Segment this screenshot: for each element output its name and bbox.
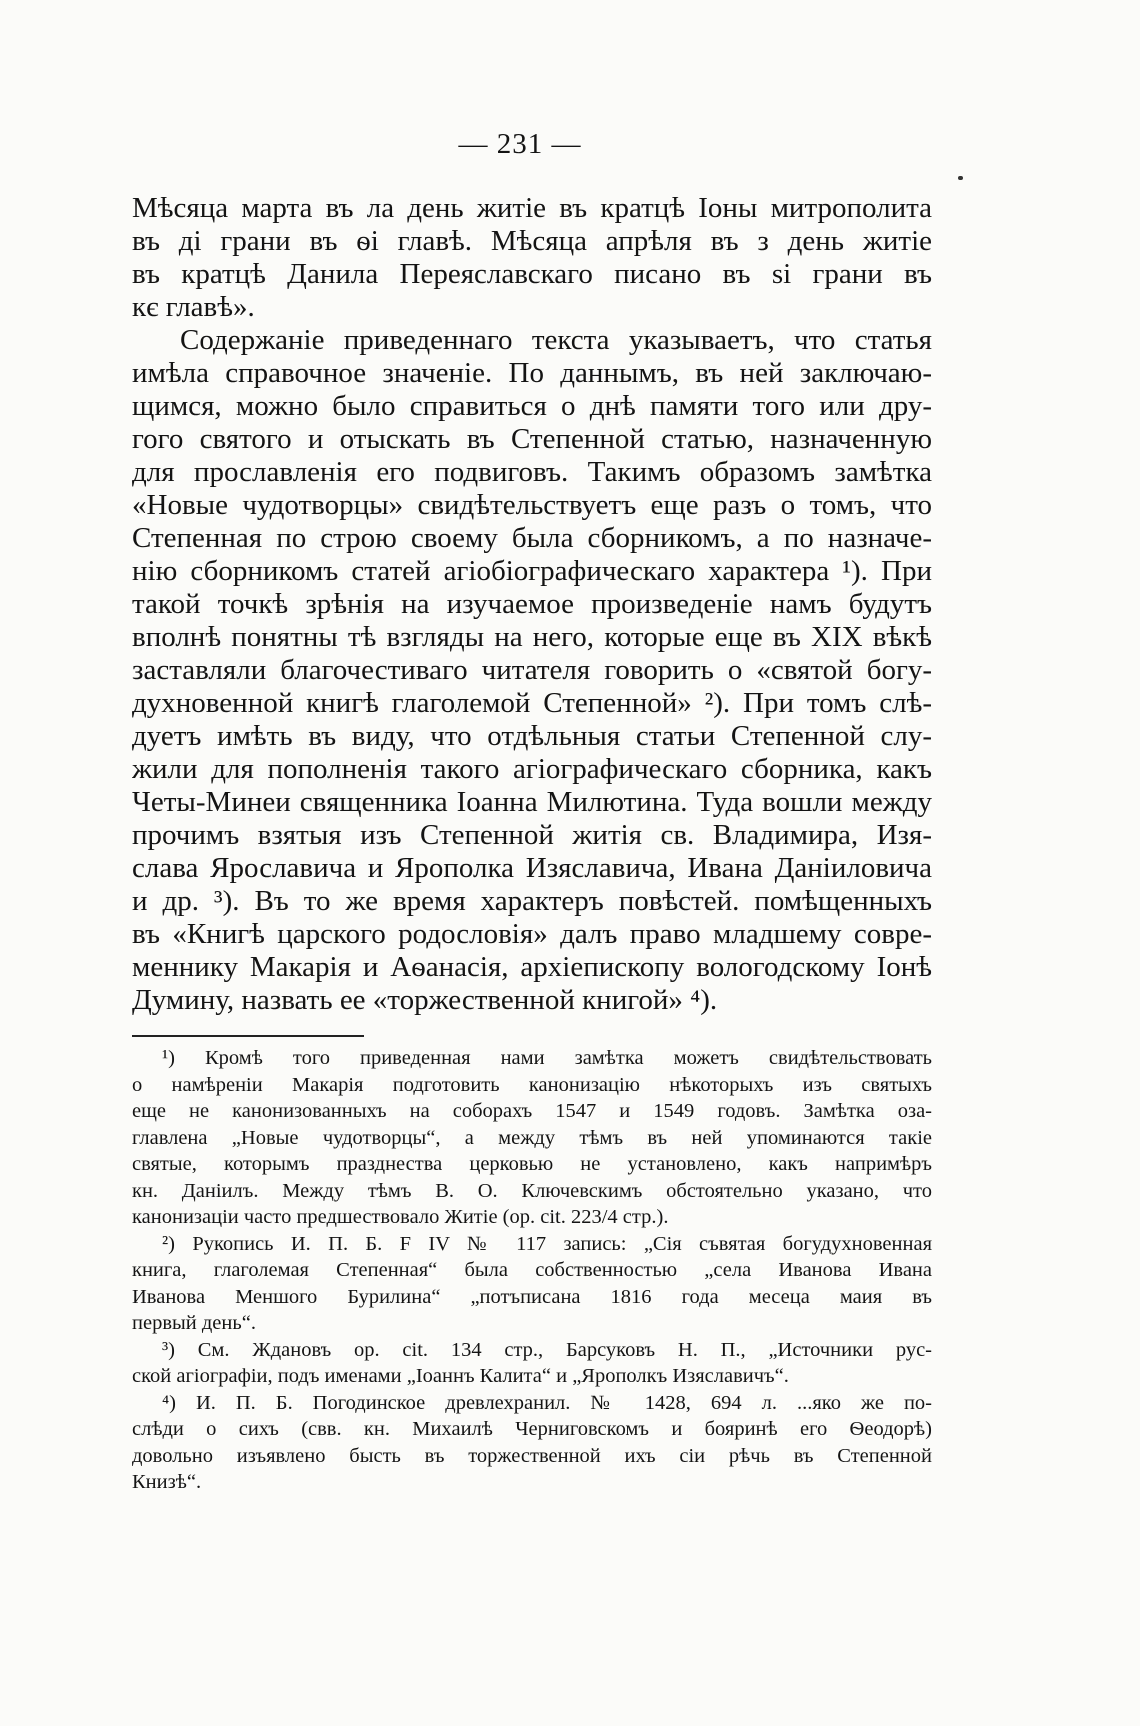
text-line: въ ді грани въ ѳі главѣ. Мѣсяца апрѣля въ з день житіе [132, 225, 932, 257]
text-line: духновенной книгѣ глаголемой Степенной» ²). При томъ слѣ- [132, 687, 932, 719]
text-line: щимся, можно было справиться о днѣ памяти того или дру- [132, 390, 932, 422]
text-line: нію сборникомъ статей агіобіографическаго характера ¹). При [132, 555, 932, 587]
footnote-line: слѣди о сихъ (свв. кн. Михаилѣ Черниговскомъ и бояринѣ его Ѳеодорѣ) [132, 1418, 932, 1440]
ink-speck [958, 176, 963, 180]
text-line: дуетъ имѣть въ виду, что отдѣльныя статьи Степенной слу- [132, 720, 932, 752]
footnote-divider [132, 1035, 364, 1037]
text-line: прочимъ взятыя изъ Степенной житія св. Владимира, Изя- [132, 819, 932, 851]
text-line: имѣла справочное значеніе. По даннымъ, въ ней заключаю- [132, 357, 932, 389]
text-line: «Новые чудотворцы» свидѣтельствуетъ еще разъ о томъ, что [132, 489, 932, 521]
text-line: кє главѣ». [132, 291, 255, 323]
footnote-line: о намѣреніи Макарія подготовить канонизацію нѣкоторыхъ изъ святыхъ [132, 1073, 932, 1096]
text-line: для прославленія его подвиговъ. Такимъ образомъ замѣтка [132, 456, 932, 488]
text-line: Четы-Минеи священника Іоанна Милютина. Туда вошли между [132, 786, 932, 818]
text-line: Мѣсяца марта въ ла день житіе въ кратцѣ Іоны митрополита [132, 192, 932, 224]
footnote-line: канонизаціи часто предшествовало Житіе (op. cit. 223/4 стр.). [132, 1206, 669, 1228]
footnote-line: главлена „Новые чудотворцы“, а между тѣмъ въ ней упоминаются такіе [132, 1126, 932, 1149]
footnotes [132, 1045, 932, 1496]
footnote-line: первый день“. [132, 1312, 256, 1334]
text-line: въ кратцѣ Данила Переяславскаго писано въ si грани въ [132, 258, 932, 290]
footnote-line: ⁴) И. П. Б. Погодинское древлехранил. № 1428, 694 л. ...яко же по- [162, 1391, 932, 1414]
text-line: такой точкѣ зрѣнія на изучаемое произведеніе намъ будутъ [132, 588, 932, 620]
text-line: Думину, назвать ее «торжественной книгой» ⁴). [132, 984, 718, 1016]
text-line: вполнѣ понятны тѣ взгляды на него, которые еще въ XIX вѣкѣ [132, 621, 932, 653]
text-line: слава Ярославича и Ярополка Изяславича, Ивана Даніиловича [132, 852, 932, 884]
footnote-line: Иванова Меншого Бурилина“ „потъписана 1816 года месеца маия въ [132, 1285, 932, 1308]
footnote-line: еще не канонизованныхъ на соборахъ 1547 и 1549 годовъ. Замѣтка оза- [132, 1100, 932, 1122]
footnote-line: святые, которымъ празднества церковью не установлено, какъ напримѣръ [132, 1153, 932, 1175]
page-number: — 231 — [458, 128, 582, 160]
text-line: меннику Макарія и Аѳанасія, архіепископу вологодскому Іонѣ [132, 951, 932, 983]
text-line: заставляли благочестиваго читателя говорить о «святой богу- [132, 654, 932, 686]
footnote-line: довольно изъявлено бысть въ торжественной ихъ сіи рѣчь въ Степенной [132, 1444, 932, 1467]
text-line: гого святого и отыскать въ Степенной статью, назначенную [132, 423, 932, 455]
footnote-line: ¹) Кромѣ того приведенная нами замѣтка можетъ свидѣтельствовать [162, 1047, 932, 1069]
footnote-line: кн. Даніилъ. Между тѣмъ В. О. Ключевскимъ обстоятельно указано, что [132, 1179, 932, 1202]
footnote-line: книга, глаголемая Степенная“ была собственностью „села Иванова Ивана [132, 1259, 932, 1281]
footnote-line: ³) См. Ждановъ op. cit. 134 стр., Барсуковъ Н. П., „Источники рус- [162, 1338, 932, 1361]
footnote-line: Книзѣ“. [132, 1471, 202, 1493]
text-line: Степенная по строю своему была сборникомъ, а по назначе- [132, 522, 932, 554]
main-text [132, 192, 932, 1017]
text-line: жили для пополненія такого агіографическаго сборника, какъ [132, 753, 932, 785]
footnote-line: ²) Рукопись И. П. Б. F IV № 117 запись: „Сія съвятая богудухновенная [162, 1232, 932, 1255]
text-line: и др. ³). Въ то же время характеръ повѣстей. помѣщенныхъ [132, 885, 932, 917]
text-line: Содержаніе приведеннаго текста указываетъ, что статья [180, 324, 932, 356]
text-line: въ «Книгѣ царского родословія» далъ право младшему совре- [132, 918, 932, 950]
footnote-line: ской агіографіи, подъ именами „Іоаннъ Калита“ и „Ярополкъ Изяславичъ“. [132, 1365, 789, 1387]
